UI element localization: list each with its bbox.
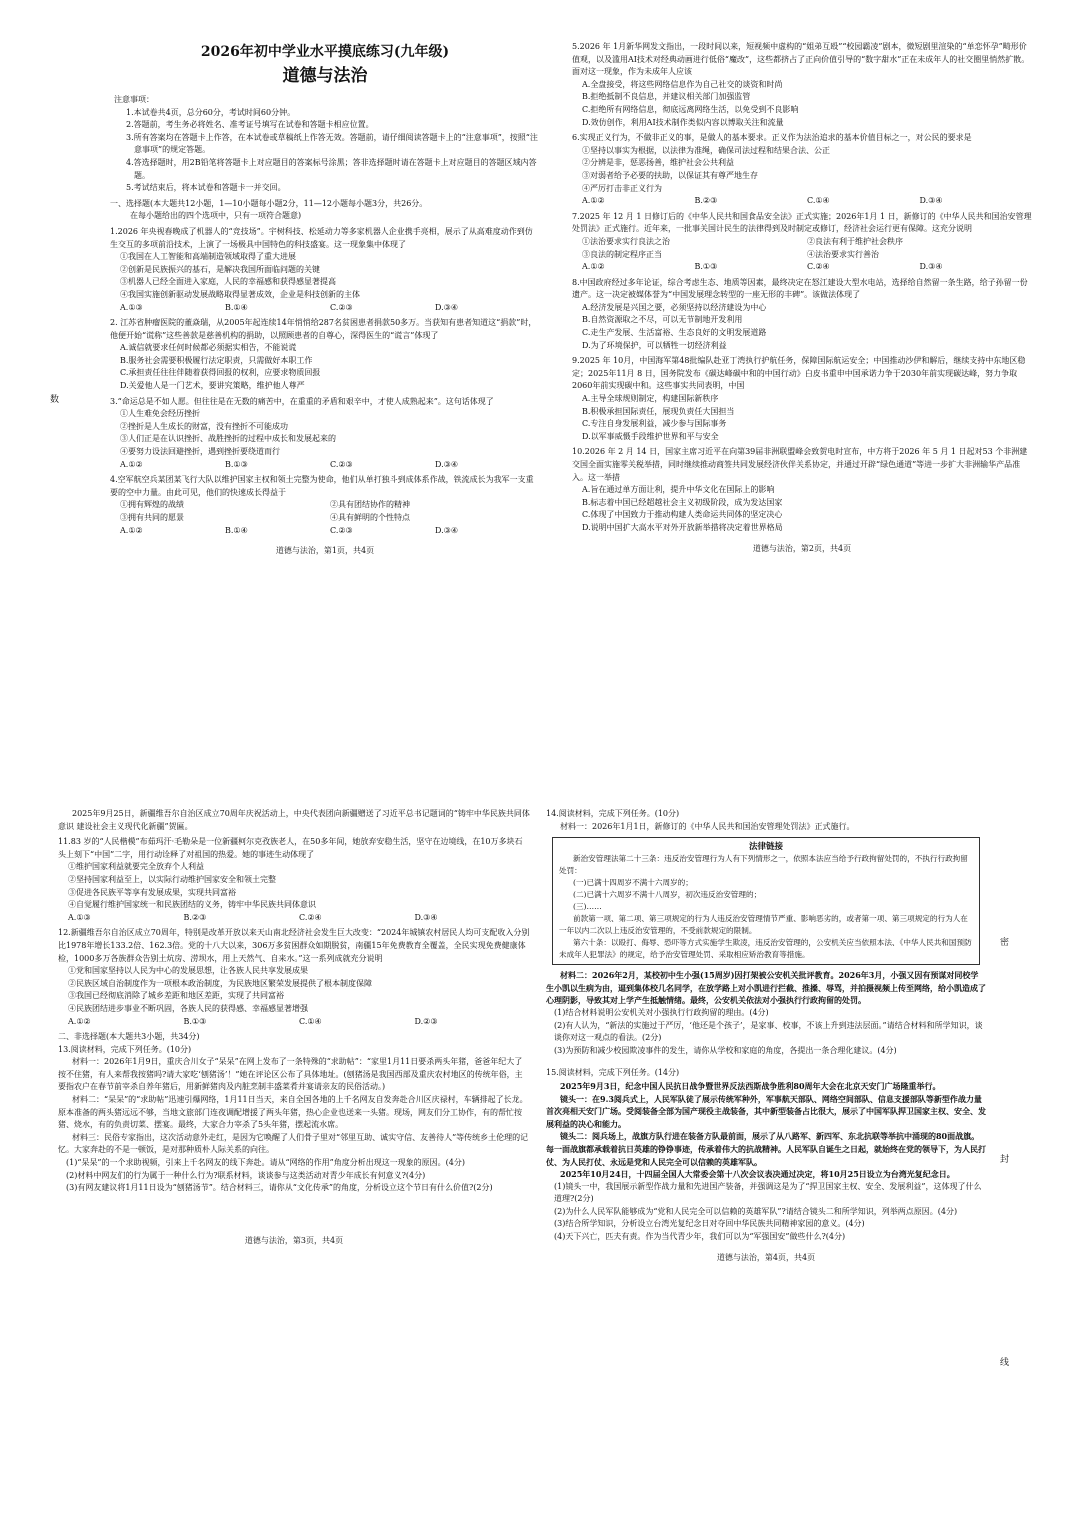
q13-task-3: (3)有网友建议将1月11日设为“刨猪汤节”。结合材料三，请你从“文化传承”的角度，分析设立这个节日有什么价值?(2分) [66, 1183, 493, 1193]
law-paragraph: 新治安管理法第二十三条：违反治安管理行为人有下列情形之一，依照本法应当给予行政拘留处罚的，不执行行政拘留处罚： [559, 854, 968, 876]
question-9 [572, 355, 1032, 443]
statement: ③拥有共同的愿景 [120, 513, 184, 522]
question-11 [58, 836, 530, 924]
q13-material-1: 材料一：2026年1月9日，重庆合川女子“呆呆”在网上发布了一条特殊的“求助帖”：“家里1月11日要杀两头年猪，爸爸年纪大了按不住猪，有人来帮我按猪吗?请大家吃‘刨猪汤’！”她在评论区公布了具体地址。(刨猪汤是我国西部及重庆农村地区的传统年俗，主要指农户在春节前宰杀自养年猪后，用新鲜猪肉及内脏烹制丰盛菜肴并宴请亲友的民俗活动。) [58, 1057, 523, 1092]
statement: ③促进各民族平等享有发展成果，实现共同富裕 [68, 887, 236, 897]
law-paragraph: (一)已满十四周岁不满十六周岁的； [573, 878, 693, 888]
q13-material-2: 材料二：“呆呆”的“求助帖”迅速引爆网络，1月11日当天，来自全国各地的上千名网友自发奔赴合川区庆禄村，车辆排起了长龙。原本准备的两头猪远远不够，当地文旅部门连夜调配增援了两头年猪，热心企业也送来一头猪。现场，网友们分工协作，有的帮忙按猪、烧水，有的负责切菜、摆宴。最终，大家合力宰杀了5头年猪，摆起流水席。 [58, 1095, 528, 1130]
option-d: D.为了环境保护，可以牺牲一切经济利益 [582, 340, 727, 350]
q14-task-3: (3)为预防和减少校园欺凌事件的发生，请你从学校和家庭的角度，各提出一条合理化建议。(4分) [554, 1045, 897, 1055]
question-stem: 1.2026 年央视春晚成了机器人的“竞技场”。宇树科技、松延动力等多家机器人企业携手亮相，展示了从高难度动作到仿生交互的多项前沿技术，上演了一场极具中国特色的科技盛宴。这一现象集中体现了 [110, 226, 533, 249]
options [58, 912, 530, 925]
statement: ②分辨是非，惩恶扬善，维护社会公共利益 [582, 158, 734, 168]
options [58, 1016, 530, 1029]
option-a: A.①② [120, 525, 143, 535]
statement: ①法治要求实行良法之治 [582, 236, 670, 246]
option-a: A.①② [68, 1016, 91, 1026]
option-d: D.效仿创作，利用AI技术制作类似内容以博取关注和流量 [582, 117, 784, 127]
page-footer: 道德与法治，第1页，共4页 [275, 546, 375, 556]
option-b: B.②③ [183, 912, 207, 922]
margin-char-feng: 封 [1000, 1155, 1010, 1165]
statement: ②具有团结协作的精神 [330, 500, 410, 510]
statement: ④我国实施创新驱动发展战略取得显著成效，企业是科技创新的主体 [120, 289, 360, 299]
q14-task-2: (2)有人认为，“新法的实施过于严厉，‘他还是个孩子’，是家事、校事，不该上升到违法层面。”请结合材料和所学知识，谈谈你对这一观点的看法。(2分) [554, 1020, 983, 1043]
question-stem: 8.中国政府经过多年论证，综合考虑生态、地质等因素，最终决定在怒江建设大型水电站，选择给自然留一条生路，给子孙留一份遗产。这一决定被媒体誉为“中国发展理念转型的一座无形的丰碑”。该做法体现了 [572, 277, 1028, 300]
options [572, 261, 1032, 274]
exam-subject: 道德与法治 [282, 66, 368, 86]
question-stem: 11.83 岁的“人民楷模”布茹玛汗·毛勒朵是一位新疆柯尔克孜族老人，在50多年间，她放弃安稳生活，坚守在边境线，在10万多块石头上刻下“中国”二字，用行动诠释了对祖国的热爱。她的事迹生动体现了 [58, 837, 523, 859]
q15-shot-1: 镜头一：在9.3阅兵式上，人民军队徒了展示传统军种外，军事航天部队、网络空间部队、信息支援部队等新型作战力量首次亮相天安门广场。受阅装备全部为国产现役主战装备，其中新型装备占比很大，展示了中国军队捍卫国家主权、安全、发展利益的决心和能力。 [546, 1093, 986, 1129]
option-c: C.②④ [299, 912, 322, 922]
question-1 [110, 226, 540, 314]
question-13-heading: 13.阅读材料，完成下列任务。(10分) [58, 1044, 192, 1054]
option-b: B.①③ [225, 459, 248, 469]
statement: ②创新是民族振兴的基石，是解决我国所面临问题的关键 [120, 264, 320, 274]
option-a: A.诚信就要求任何时候都必须据实相告，不能说谎 [120, 343, 297, 353]
statement: ②挫折是人生成长的财富，没有挫折不可能成功 [120, 421, 288, 431]
option-c: C.①④ [807, 196, 830, 206]
notes-heading: 注意事项： [114, 95, 154, 104]
option-b: B.服务社会需要积极履行法定职责，只需做好本职工作 [120, 355, 313, 365]
option-b: B.②③ [694, 196, 718, 206]
option-c: C.承担责任往往伴随着获得回报的权利，应要求物质回报 [120, 368, 321, 378]
section-1-heading: 一、选择题(本大题共12小题，1—10小题每小题2分，11—12小题每小题3分，共26分。 [110, 198, 428, 208]
option-d: D.②③ [414, 1016, 438, 1026]
law-paragraph: (二)已满十六周岁不满十八周岁，初次违反治安管理的； [573, 890, 762, 900]
option-a: A.①② [582, 196, 605, 206]
options [110, 459, 540, 472]
statement: ③人们正是在认识挫折、战胜挫折的过程中成长和发展起来的 [120, 434, 336, 444]
margin-char-mi: 密 [1000, 938, 1010, 948]
option-d: D.③④ [414, 912, 438, 922]
margin-char-xian: 线 [1000, 1358, 1010, 1368]
option-a: A.主导全球规则制定，构建国际新秩序 [582, 394, 719, 404]
exam-title: 2026年初中学业水平摸底练习(九年级) [200, 44, 450, 60]
question-stem: 3.“命运总是不如人愿。但往往是在无数的痛苦中，在重重的矛盾和艰辛中，才使人成熟起来”。这句话体现了 [110, 396, 494, 406]
q15-task-2: (2)为什么人民军队能够成为“党和人民完全可以信赖的英雄军队”?请结合镜头二和所学知识，列举两点原因。(4分) [554, 1206, 958, 1216]
statement: ①党和国家坚持以人民为中心的发展思想，让各族人民共享发展成果 [68, 966, 308, 976]
option-a: A.全盘接受，将这些网络信息作为自己社交的谈资和时尚 [582, 79, 783, 89]
option-c: C.②④ [807, 262, 830, 272]
option-b: B.①③ [694, 262, 718, 272]
option-c: C.专注自身发展利益，减少参与国际事务 [582, 419, 727, 429]
option-d: D.③④ [919, 196, 943, 206]
q15-material-1: 2025年9月3日，纪念中国人民抗日战争暨世界反法西斯战争胜利80周年大会在北京天安门广场隆重举行。 [560, 1080, 941, 1091]
question-6 [572, 132, 1032, 208]
option-d: D.关爱他人是一门艺术，要讲究策略，维护他人尊严 [120, 381, 305, 391]
statement: ①人生难免会经历挫折 [120, 409, 200, 419]
option-c: C.②③ [330, 459, 353, 469]
law-paragraph: (三)…… [573, 902, 602, 912]
option-d: D.③④ [435, 302, 459, 312]
question-stem: 4.空军航空兵某团某飞行大队以维护国家主权和领土完整为使命，他们从单打独斗到成体系作战，铁流成长为我军一支重要的空中力量。由此可见，他们的快速成长得益于 [110, 475, 534, 497]
margin-char-shu: 数 [50, 395, 60, 405]
statement: ①坚持以事实为根据，以法律为准绳，确保司法过程和结果合法、公正 [582, 145, 830, 155]
question-10 [572, 446, 1032, 534]
option-a: A.旨在通过单方面让利，提升中华文化在国际上的影响 [582, 485, 775, 495]
option-b: B.①④ [225, 525, 248, 535]
statement: ④要努力设法回避挫折，遇到挫折要绕道而行 [120, 447, 280, 457]
statement: ①拥有辉煌的战绩 [120, 500, 184, 510]
option-d: D.③④ [435, 525, 459, 535]
q14-material-1: 材料一：2026年1月1日，新修订的《中华人民共和国治安管理处罚法》正式施行。 [560, 821, 855, 831]
option-a: A.经济发展是兴国之要，必须坚持以经济建设为中心 [582, 302, 767, 312]
section-1-note: 在每小题给出的四个选项中，只有一项符合题意) [130, 211, 302, 221]
q15-task-3: (3)结合所学知识，分析设立台湾光复纪念日对夺回中华民族共同精神家园的意义。(4分) [554, 1219, 865, 1229]
page-footer: 道德与法治，第2页，共4页 [752, 543, 852, 553]
statement: ②民族区域自治制度作为一项根本政治制度，为民族地区繁荣发展提供了根本制度保障 [68, 978, 372, 988]
note-4: 4.答选择题时，用2B铅笔将答题卡上对应题目的答案标号涂黑；答非选择题时请在答题卡上对应题目的答题区域内答题。 [126, 157, 537, 180]
note-1: 1.本试卷共4页，总分60分，考试时间60分钟。 [126, 107, 296, 117]
statement: ②坚持国家利益至上，以实际行动维护国家安全和领土完整 [68, 874, 276, 884]
question-12 [58, 927, 530, 1028]
option-d: D.以军事威慑手段维护世界和平与安全 [582, 431, 719, 441]
question-8 [572, 277, 1032, 353]
q14-material-2: 材料二：2026年2月，某校初中生小强(15周岁)因打架被公安机关批评教育。2026年3月，小强又因有预谋对同校学生小凯以生病为由，逼到集体校几名同学，在放学路上对小凯进行拦截、推搡、辱骂，并拍摄视频上传至网络，给小凯造成了心理阴影，导致其对上学产生抵触情绪。最终，公安机关依法对小强执行行政拘留的处罚。 [546, 970, 986, 1006]
law-link-title: 法律链接 [748, 842, 783, 853]
option-b: B.①③ [183, 1016, 207, 1026]
question-stem: 7.2025 年 12 月 1 日修订后的《中华人民共和国食品安全法》正式实施；2026年1月 1 日，新修订的《中华人民共和国治安管理处罚法》正式施行。近年来，一批事关国计民生的法律得到及时制定或修订，经济社会运行更有保障。这充分说明 [572, 211, 1032, 234]
option-a: A.①③ [120, 302, 143, 312]
statements [572, 236, 1032, 261]
statement: ④具有鲜明的个性特点 [330, 513, 410, 522]
statement: ③机器人已经全面进入家庭，人民的幸福感和获得感显著提高 [120, 277, 336, 287]
option-c: C.走生产发展、生活富裕、生态良好的文明发展道路 [582, 328, 767, 338]
page-2 [572, 38, 1032, 728]
page-1 [110, 38, 540, 698]
note-3: 3.所有答案均在答题卡上作答，在本试卷或草稿纸上作答无效。答题前，请仔细阅读答题卡上的“注意事项”，按照“注意事项”的规定答题。 [126, 132, 538, 155]
statement: ③良法的制定程序正当 [582, 249, 662, 259]
option-d: D.③④ [435, 459, 459, 469]
shared-intro: 2025年9月25日，新疆维吾尔自治区成立70周年庆祝活动上，中央代表团向新疆赠送了习近平总书记题词的“铸牢中华民族共同体意识 建设社会主义现代化新疆”贺匾。 [58, 809, 530, 831]
options [572, 195, 1032, 208]
statement: ①维护国家利益就要完全放弃个人利益 [68, 862, 204, 872]
option-b: B.①④ [225, 302, 248, 312]
page-3 [58, 808, 530, 1508]
option-c: C.拒绝所有网络信息，彻底远离网络生活，以免受到不良影响 [582, 104, 799, 114]
statement: ④严厉打击非正义行为 [582, 183, 662, 193]
q15-shot-2: 镜头二：阅兵场上，战旗方队行进在装备方队最前面，展示了从八路军、新四军、东北抗联等举抗中涌现的80面战旗。每一面战旗都承载着抗日英雄的铮铮事迹，传承着伟大的抗战精神。人民军队自诞生之日起，就始终在党的领导下，为人民打仗、为人民打仗、永远是党和人民完全可以信赖的英雄军队。 [546, 1131, 986, 1167]
q13-task-2: (2)材料中网友们的行为属于一种什么行为?联系材料，谈谈参与这类活动对青少年成长有何意义?(4分) [66, 1170, 426, 1180]
page-footer: 道德与法治，第3页，共4页 [244, 1235, 344, 1245]
statement: ②良法有利于维护社会秩序 [807, 236, 903, 246]
option-c: C.体现了中国致力于推动构建人类命运共同体的坚定决心 [582, 510, 783, 520]
statement: ③我国已经彻底消除了城乡差距和地区差距，实现了共同富裕 [68, 991, 284, 1001]
question-15-heading: 15.阅读材料，完成下列任务。(14分) [546, 1068, 680, 1078]
statement: ①我国在人工智能和高端制造领域取得了重大进展 [120, 252, 296, 262]
question-14-heading: 14.阅读材料，完成下列任务。(10分) [546, 809, 680, 818]
option-b: B.积极承担国际责任，展现负责任大国担当 [582, 406, 735, 416]
option-c: C.②③ [330, 525, 353, 535]
question-stem: 6.实现正义行为，不做非正义的事，是做人的基本要求。正义作为法治追求的基本价值目标之一，对公民的要求是 [572, 133, 972, 143]
options [110, 525, 540, 538]
law-link-box [552, 837, 980, 965]
q13-task-1: (1)“呆呆”的一个求助视频，引来上千名网友的线下奔赴。请从“网络的作用”角度分析出现这一现象的原因。(4分) [66, 1158, 466, 1168]
option-a: A.①② [120, 459, 143, 469]
option-b: B.自然资源取之不尽，可以无节制地开发利用 [582, 315, 743, 325]
page-4 [546, 808, 986, 1508]
note-2: 2.答题前，考生务必将姓名、准考证号填写在试卷和答题卡相应位置。 [126, 120, 374, 130]
question-stem: 9.2025 年 10月，中国海军第48批编队赴亚丁湾执行护航任务，保障国际航运安全；中国推动沙伊和解后，继续支持中东地区稳定；2025年11月 8 日，国务院发布《碳达峰碳中和的中国行动》白皮书重申中国承诺力争于2030年前实现碳达峰，努力争取2060年前实现碳中和。这些事实共同表明，中国 [572, 356, 1026, 391]
question-3 [110, 396, 540, 472]
option-b: B.拒绝抵制不良信息，并建议相关部门加强监管 [582, 92, 751, 102]
statement: ③对弱者给予必要的扶助，以保证其有尊严地生存 [582, 170, 758, 180]
option-c: C.②③ [330, 302, 353, 312]
question-stem: 12.新疆维吾尔自治区成立70周年，特别是改革开放以来天山南北经济社会发生巨大改变：“2024年城镇农村居民人均可支配收入分别比1978年增长133.2倍、162.3倍。党的十八大以来，306万多贫困群众如期脱贫，南疆15年免费教育全覆盖，全民实现免费健康体检，1000多万各族群众告别土炕房、涝坝水，用上天然气、自来水。”这一系列成就充分说明 [58, 928, 530, 963]
option-d: D.③④ [919, 262, 943, 272]
question-stem: 5.2026 年 1月新华网发文指出，一段时间以来，短视频中虚构的“姐弟互殴”“校园霸凌”剧本，微短剧里渲染的“单恋怀孕”畸形价值观，以及滥用AI技术对经典动画进行低俗“魔改”，这些都挤占了正向价值引导的“数字甜水”正在未成年人的社交圈里悄然扩散。面对这一现象，作为未成年人应该 [572, 42, 1030, 77]
q15-task-1: (1)镜头一中，我国展示新型作战力量和先进国产装备，并强调这是为了“捍卫国家主权、安全、发展利益”，这体现了什么道理?(2分) [554, 1181, 982, 1204]
page-footer: 道德与法治，第4页，共4页 [716, 1252, 816, 1262]
option-b: B.标志着中国已经超越社会主义初级阶段，成为发达国家 [582, 497, 783, 507]
statement: ④自觉履行维护国家统一和民族团结的义务，铸牢中华民族共同体意识 [68, 900, 316, 910]
option-a: A.①② [582, 262, 605, 272]
question-4 [110, 474, 540, 537]
q13-material-3: 材料三：民俗专家指出，这次活动意外走红，是因为它唤醒了人们骨子里对“邻里互助、诚实守信、友善待人”等传统乡土伦理的记忆。大家奔赴的不是一顿饭，是对那种质朴人际关系的向往。 [58, 1132, 529, 1155]
question-stem: 10.2026 年 2 月 14 日，国家主席习近平在向第39届非洲联盟峰会致贺电时宣布，中方将于2026 年 5 月 1 日起对53 个非洲建交国全面实施零关税举措，同时继续推动商签共同发展经济伙伴关系协定，并通过开辟“绿色通道”等进一步扩大非洲输华产品准入。这一举措 [572, 447, 1028, 482]
statement: ④民族团结进步事业不断巩固，各族人民的获得感、幸福感显著增强 [68, 1003, 308, 1013]
section-2-heading: 二、非选择题(本大题共3小题，共34分) [58, 1032, 200, 1042]
option-d: D.说明中国扩大高水平对外开放新举措将决定着世界格局 [582, 522, 783, 532]
q14-task-1: (1)结合材料说明公安机关对小强执行行政拘留的理由。(4分) [554, 1007, 769, 1017]
option-a: A.①③ [68, 912, 91, 922]
note-5: 5.考试结束后，将本试卷和答题卡一并交回。 [126, 183, 286, 193]
law-paragraph: 第六十条：以殴打、侮辱、恐吓等方式实施学生欺凌，违反治安管理的，公安机关应当依照本法、《中华人民共和国预防未成年人犯罪法》的规定，给予治安管理处罚、采取相应矫治教育等措施。 [559, 938, 972, 960]
law-paragraph: 前款第一项、第二项、第三项规定的行为人违反治安管理情节严重、影响恶劣的，或者第一项、第三项规定的行为人在一年以内二次以上违反治安管理的，不受前款规定的限制。 [559, 914, 968, 936]
options [110, 302, 540, 315]
question-7 [572, 211, 1032, 274]
question-stem: 2. 江苏省肿瘤医院的董焱瑞，从2005年起连续14年悄悄给287名贫困患者捐款50多万。当获知有患者知道这“捐款”时，他便开始“谎称”这些善款是慈善机构的捐助，以照顾患者的自尊心，深得医生的“谎言”体现了 [110, 318, 537, 340]
question-2 [110, 317, 540, 393]
statement: ④法治要求实行善治 [807, 249, 879, 259]
option-c: C.①④ [299, 1016, 322, 1026]
q15-task-4: (4)天下兴亡，匹夫有责。作为当代青少年，我们可以为“军强国安”做些什么?(4分) [554, 1232, 846, 1242]
q15-material-2: 2025年10月24日，十四届全国人大常委会第十八次会议表决通过决定，将10月25日设立为台湾光复纪念日。 [560, 1169, 955, 1180]
question-5 [572, 41, 1032, 129]
statements [110, 499, 540, 524]
